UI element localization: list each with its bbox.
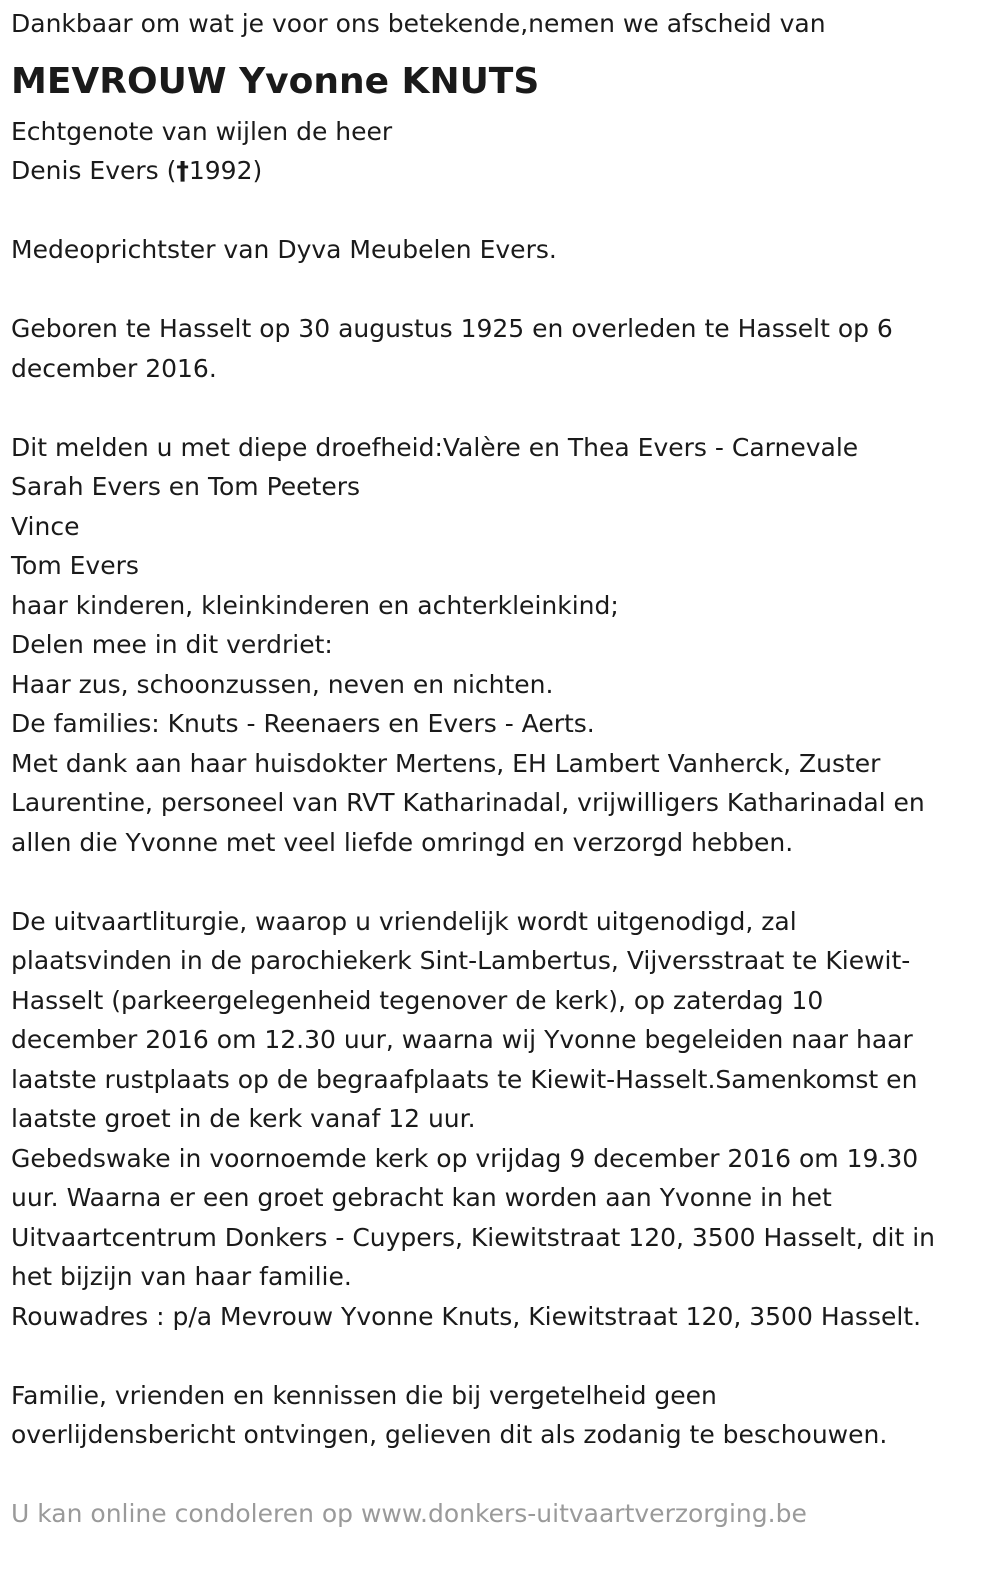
notice-line: Familie, vrienden en kennissen die bij vergetelheid geen (11, 1380, 717, 1410)
notice-line: overlijdensbericht ontvingen, gelieven dit als zodanig te beschouwen. (11, 1420, 888, 1449)
spouse-line-2 (11, 151, 988, 191)
paragraph-gap (11, 1336, 988, 1376)
spouse-line-1: Echtgenote van wijlen de heer (11, 116, 393, 146)
cofounder-text: Medeoprichtster van Dyva Meubelen Evers. (11, 235, 557, 264)
funeral-line: Hasselt (parkeergelegenheid tegenover de kerk), op zaterdag 10 (11, 985, 824, 1015)
paragraph-gap (11, 191, 988, 231)
deceased-name: MEVROUW Yvonne KNUTS (11, 60, 540, 102)
thanks-line: allen die Yvonne met veel liefde omringd en verzorgd hebben. (11, 827, 794, 857)
paragraph-gap (11, 1455, 988, 1495)
paragraph-gap (11, 388, 988, 428)
vigil-line: uur. Waarna er een groet gebracht kan worden aan Yvonne in het (11, 1183, 832, 1212)
birth-death-line: december 2016. (11, 353, 217, 383)
online-condolence-link[interactable]: U kan online condoleren op www.donkers-uitvaartverzorging.be (11, 1499, 807, 1528)
mourners-line: De families: Knuts - Reenaers en Evers - Aerts. (11, 709, 595, 738)
cross-icon: † (176, 156, 189, 185)
mourners-line: Delen mee in dit verdriet: (11, 630, 333, 659)
funeral-line: plaatsvinden in de parochiekerk Sint-Lambertus, Vijversstraat te Kiewit- (11, 946, 911, 975)
vigil-line: het bijzijn van haar familie. (11, 1262, 352, 1291)
funeral-line: De uitvaartliturgie, waarop u vriendelijk wordt uitgenodigd, zal (11, 906, 797, 936)
spouse-death-year: 1992) (188, 156, 263, 185)
spouse-name: Denis Evers ( (11, 156, 177, 185)
mourners-line: Tom Evers (11, 551, 139, 580)
intro-text: Dankbaar om wat je voor ons betekende,nemen we afscheid van (11, 9, 826, 38)
thanks-line: Met dank aan haar huisdokter Mertens, EH Lambert Vanherck, Zuster (11, 748, 881, 778)
vigil-line: Uitvaartcentrum Donkers - Cuypers, Kiewitstraat 120, 3500 Hasselt, dit in (11, 1222, 936, 1252)
paragraph-gap (11, 270, 988, 310)
vigil-line: Gebedswake in voornoemde kerk op vrijdag 9 december 2016 om 19.30 (11, 1143, 919, 1173)
mourners-line: Dit melden u met diepe droefheid:Valère en Thea Evers - Carnevale (11, 432, 859, 462)
mourners-line: haar kinderen, kleinkinderen en achterkleinkind; (11, 590, 619, 620)
birth-death-line: Geboren te Hasselt op 30 augustus 1925 en overleden te Hasselt op 6 (11, 314, 893, 343)
mourners-line: Haar zus, schoonzussen, neven en nichten. (11, 669, 554, 699)
mourners-line: Vince (11, 511, 80, 541)
thanks-line: Laurentine, personeel van RVT Katharinadal, vrijwilligers Katharinadal en (11, 788, 925, 817)
condolence-address: Rouwadres : p/a Mevrouw Yvonne Knuts, Kiewitstraat 120, 3500 Hasselt. (11, 1301, 922, 1331)
paragraph-gap (11, 862, 988, 902)
funeral-line: laatste groet in de kerk vanaf 12 uur. (11, 1104, 476, 1133)
funeral-line: december 2016 om 12.30 uur, waarna wij Yvonne begeleiden naar haar (11, 1025, 913, 1054)
funeral-line: laatste rustplaats op de begraafplaats te Kiewit-Hasselt.Samenkomst en (11, 1064, 918, 1094)
mourners-line: Sarah Evers en Tom Peeters (11, 472, 361, 501)
